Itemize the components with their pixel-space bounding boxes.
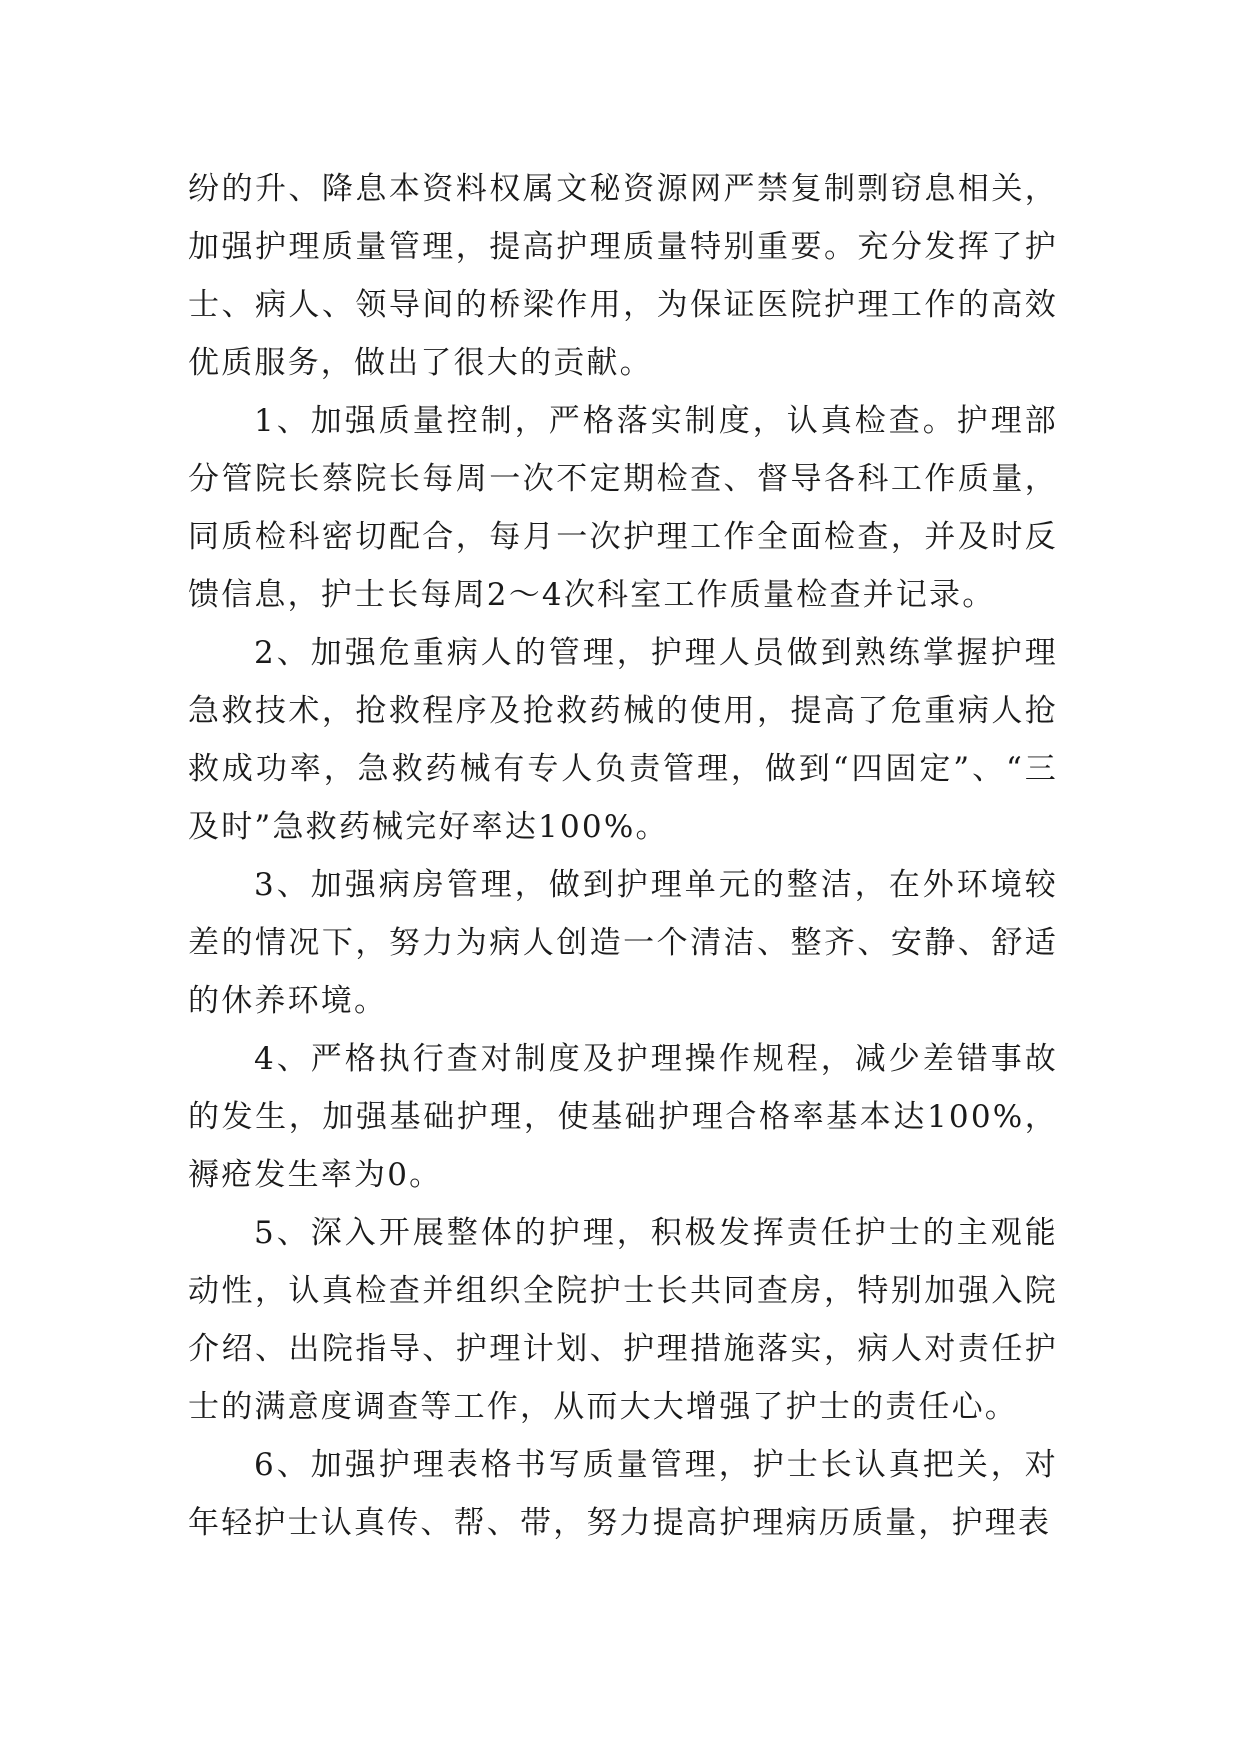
paragraph-intro-continuation: 纷的升、降息本资料权属文秘资源网严禁复制剽窃息相关，加强护理质量管理，提高护理质量特别重要。充分发挥了护士、病人、领导间的桥梁作用，为保证医院护理工作的高效优质服务，做出了很大的贡献。 <box>188 171 1058 381</box>
paragraph-item-5: 5、深入开展整体的护理，积极发挥责任护士的主观能动性，认真检查并组织全院护士长共同查房，特别加强入院介绍、出院指导、护理计划、护理措施落实，病人对责任护士的满意度调查等工作，从而大大增强了护士的责任心。 <box>188 1215 1058 1425</box>
document-body <box>188 160 1058 1552</box>
paragraph-item-6: 6、加强护理表格书写质量管理，护士长认真把关，对年轻护士认真传、帮、带，努力提高护理病历质量，护理表 <box>188 1447 1058 1541</box>
paragraph-item-1: 1、加强质量控制，严格落实制度，认真检查。护理部分管院长蔡院长每周一次不定期检查、督导各科工作质量，同质检科密切配合，每月一次护理工作全面检查，并及时反馈信息，护士长每周2～4次科室工作质量检查并记录。 <box>188 403 1058 613</box>
paragraph-item-4: 4、严格执行查对制度及护理操作规程，减少差错事故的发生，加强基础护理，使基础护理合格率基本达100%，褥疮发生率为0。 <box>188 1041 1058 1193</box>
paragraph-item-3: 3、加强病房管理，做到护理单元的整洁，在外环境较差的情况下，努力为病人创造一个清洁、整齐、安静、舒适的休养环境。 <box>188 867 1058 1019</box>
paragraph-item-2: 2、加强危重病人的管理，护理人员做到熟练掌握护理急救技术，抢救程序及抢救药械的使用，提高了危重病人抢救成功率，急救药械有专人负责管理，做到“四固定”、“三及时”急救药械完好率达100%。 <box>188 635 1058 845</box>
